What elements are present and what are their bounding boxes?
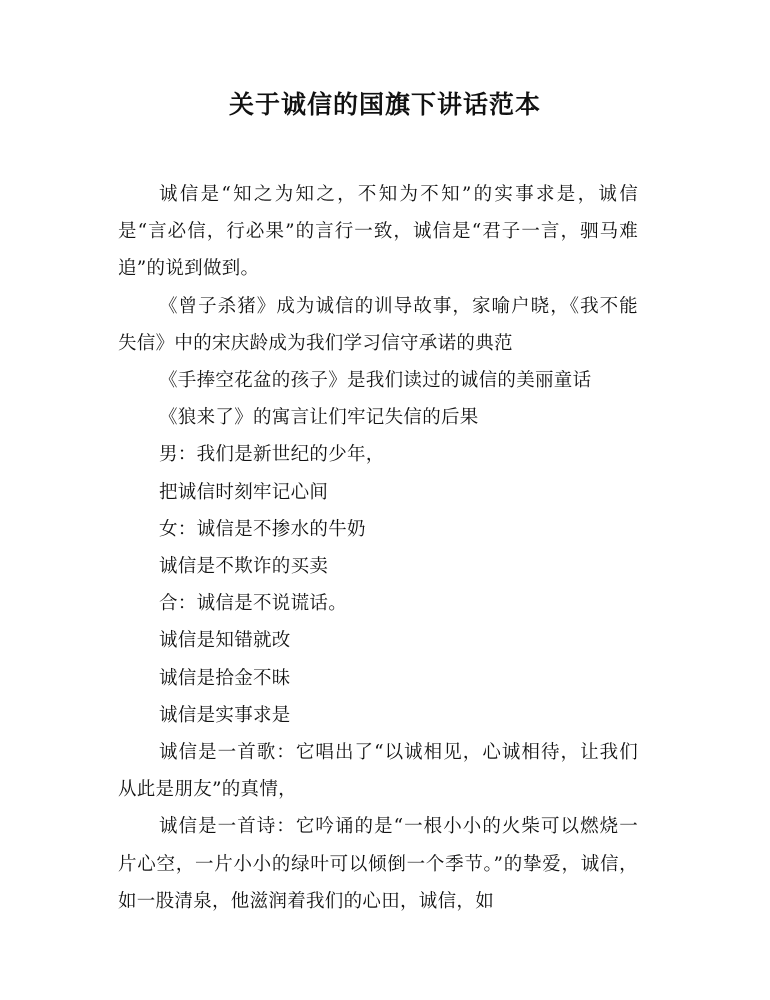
paragraph: 《狼来了》的寓言让们牢记失信的后果	[159, 407, 479, 429]
paragraph: 诚信是“知之为知之，不知为不知”的实事求是，诚信是“言必信，行必果”的言行一致，诚信是“君子一言，驷马难追”的说到做到。	[118, 184, 638, 280]
page-title: 关于诚信的国旗下讲话范本	[228, 90, 541, 119]
paragraph: 诚信是一首诗：它吟诵的是“一根小小的火柴可以燃烧一片心空，一片小小的绿叶可以倾倒一个季节。”的挚爱，诚信，如一股清泉，他滋润着我们的心田，诚信，如	[118, 816, 638, 912]
paragraph: 诚信是一首歌：它唱出了“以诚相见，心诚相待，让我们从此是朋友”的真情，	[118, 742, 638, 801]
paragraph: 《曾子杀猪》成为诚信的训导故事，家喻户晓，《我不能失信》中的宋庆龄成为我们学习信守承诺的典范	[118, 295, 638, 354]
paragraph: 把诚信时刻牢记心间	[159, 481, 329, 503]
paragraph: 男：我们是新世纪的少年，	[159, 444, 385, 466]
paragraph: 诚信是实事求是	[159, 704, 291, 726]
paragraph: 女：诚信是不掺水的牛奶	[159, 518, 366, 540]
paragraph: 诚信是知错就改	[159, 630, 291, 652]
document-body	[118, 176, 638, 920]
paragraph: 《手捧空花盆的孩子》是我们读过的诚信的美丽童话	[159, 370, 592, 392]
paragraph: 合：诚信是不说谎话。	[159, 593, 348, 615]
paragraph: 诚信是拾金不昧	[159, 667, 291, 689]
paragraph: 诚信是不欺诈的买卖	[159, 556, 329, 578]
